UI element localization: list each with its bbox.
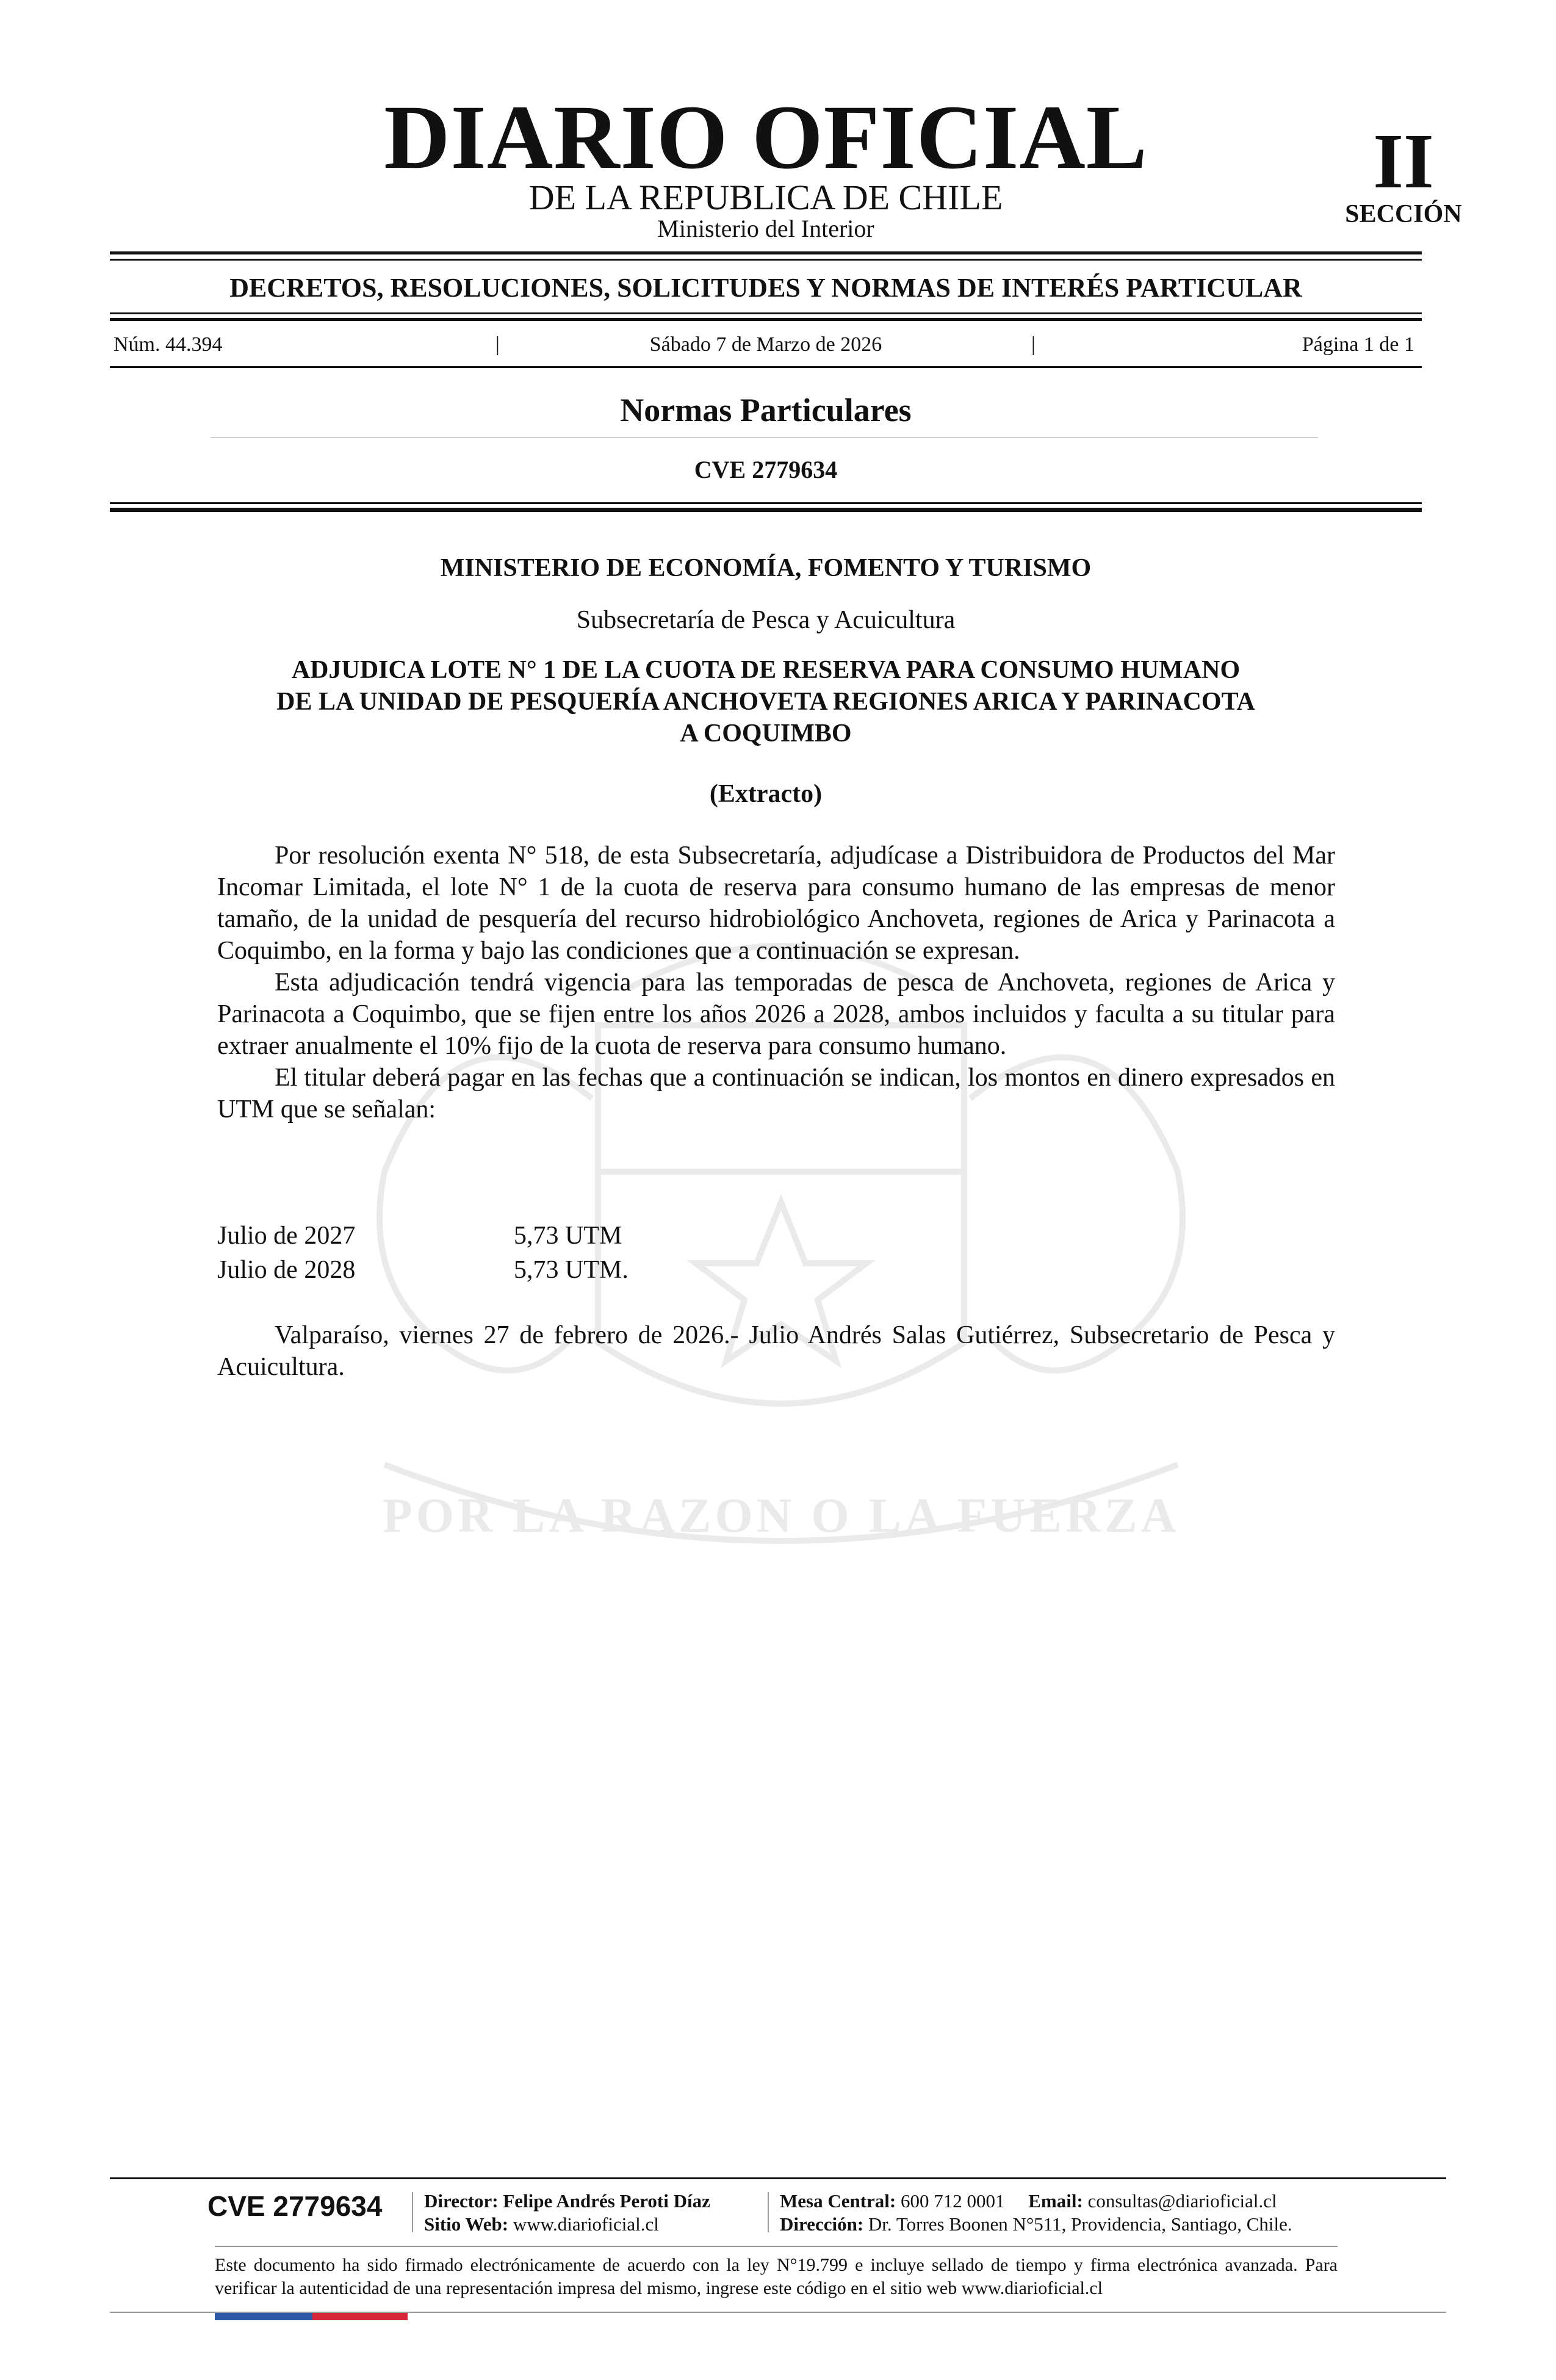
cve-rule-1 bbox=[110, 502, 1422, 504]
footer-director-block bbox=[424, 2190, 710, 2236]
director-label: Director: bbox=[424, 2190, 499, 2212]
subsecretariat: Subsecretaría de Pesca y Acuicultura bbox=[576, 606, 956, 634]
heading-line: A COQUIMBO bbox=[680, 719, 852, 748]
issue-separator: | bbox=[1031, 333, 1036, 356]
footer-address bbox=[780, 2213, 1292, 2236]
mesa-value: 600 712 0001 bbox=[901, 2190, 1005, 2212]
flag-stripe-red bbox=[312, 2313, 408, 2320]
ministry-name: MINISTERIO DE ECONOMÍA, FOMENTO Y TURISMO bbox=[440, 554, 1092, 582]
director-value: Felipe Andrés Peroti Díaz bbox=[503, 2190, 710, 2212]
masthead-rule-2 bbox=[110, 259, 1422, 261]
section-title-rule bbox=[211, 437, 1318, 438]
footer-contact-block bbox=[780, 2190, 1292, 2236]
mesa-label: Mesa Central: bbox=[780, 2190, 896, 2212]
signoff bbox=[217, 1319, 1335, 1383]
section-banner: DECRETOS, RESOLUCIONES, SOLICITUDES Y NORMAS DE INTERÉS PARTICULAR bbox=[229, 273, 1302, 303]
issue-date: Sábado 7 de Marzo de 2026 bbox=[649, 333, 882, 356]
signoff-text: Valparaíso, viernes 27 de febrero de 2026.- Julio Andrés Salas Gutiérrez, Subsecretario de Pesca y Acuicultura. bbox=[217, 1321, 1335, 1381]
payment-date: Julio de 2028 bbox=[217, 1256, 356, 1284]
extracto-label: (Extracto) bbox=[709, 780, 823, 808]
masthead-title: DIARIO OFICIAL bbox=[384, 87, 1148, 188]
flag-stripe-blue bbox=[215, 2313, 312, 2320]
cve-code: CVE 2779634 bbox=[694, 456, 838, 483]
watermark-motto: POR LA RAZON O LA FUERZA bbox=[382, 1489, 1180, 1543]
document-heading bbox=[217, 654, 1315, 749]
footer-director bbox=[424, 2190, 710, 2213]
section-title: Normas Particulares bbox=[620, 392, 912, 428]
footer-cve: CVE 2779634 bbox=[207, 2190, 383, 2222]
issue-number: Núm. 44.394 bbox=[113, 333, 223, 356]
masthead-subtitle: DE LA REPUBLICA DE CHILE bbox=[528, 178, 1003, 217]
banner-rule-2 bbox=[110, 318, 1422, 321]
cve-rule-2 bbox=[110, 508, 1422, 512]
issue-rule bbox=[110, 366, 1422, 368]
address-value: Dr. Torres Boonen N°511, Providencia, Santiago, Chile. bbox=[868, 2213, 1292, 2235]
payment-amount: 5,73 UTM bbox=[514, 1222, 622, 1250]
banner-rule-1 bbox=[110, 312, 1422, 314]
heading-line: ADJUDICA LOTE N° 1 DE LA CUOTA DE RESERVA PARA CONSUMO HUMANO bbox=[291, 656, 1241, 684]
body-paragraph: El titular deberá pagar en las fechas que a continuación se indican, los montos en dinero expresados en UTM que se señalan: bbox=[217, 1064, 1335, 1123]
page-indicator: Página 1 de 1 bbox=[1302, 333, 1414, 356]
footer-website bbox=[424, 2213, 710, 2236]
body-paragraph: Por resolución exenta N° 518, de esta Subsecretaría, adjudícase a Distribuidora de Productos del Mar Incomar Limitada, el lote N° 1 de la cuota de reserva para consumo humano de las empresas de menor tamaño, de la unidad de pesquería del recurso hidrobiológico Anchoveta, regiones de Arica y Parinacota a Coquimbo, en la forma y bajo las condiciones que a continuación se expresan. bbox=[217, 842, 1335, 965]
payment-row bbox=[217, 1219, 629, 1253]
payment-row bbox=[217, 1253, 629, 1287]
payment-amount: 5,73 UTM. bbox=[514, 1256, 629, 1284]
masthead-rule-1 bbox=[110, 251, 1422, 254]
web-label: Sitio Web: bbox=[424, 2213, 509, 2235]
web-link[interactable]: www.diarioficial.cl bbox=[513, 2213, 659, 2235]
document-body bbox=[217, 840, 1335, 1125]
footer-divider bbox=[768, 2192, 769, 2232]
section-number: II bbox=[1373, 118, 1434, 204]
section-label: SECCIÓN bbox=[1345, 200, 1462, 228]
payment-date: Julio de 2027 bbox=[217, 1222, 356, 1250]
masthead-ministry: Ministerio del Interior bbox=[657, 215, 874, 242]
payment-schedule bbox=[217, 1219, 629, 1287]
email-label: Email: bbox=[1028, 2190, 1083, 2212]
issue-separator: | bbox=[495, 333, 500, 356]
address-label: Dirección: bbox=[780, 2213, 864, 2235]
footer-contact bbox=[780, 2190, 1292, 2213]
footer-divider bbox=[412, 2192, 413, 2232]
footer-legal-note: Este documento ha sido firmado electrónicamente de acuerdo con la ley N°19.799 e incluye sellado de tiempo y firma electrónica avanzada. Para verificar la autenticidad de una representación impresa del mismo, ingrese este código en el sitio web www.diarioficial.cl bbox=[215, 2255, 1338, 2298]
footer-rule-top bbox=[110, 2177, 1446, 2179]
email-link[interactable]: consultas@diarioficial.cl bbox=[1087, 2190, 1277, 2212]
body-paragraph: Esta adjudicación tendrá vigencia para las temporadas de pesca de Anchoveta, regiones de Arica y Parinacota a Coquimbo, que se fijen entre los años 2026 a 2028, ambos incluidos y faculta a su titular para extraer anualmente el 10% fijo de la cuota de reserva para consumo humano. bbox=[217, 968, 1335, 1060]
heading-line: DE LA UNIDAD DE PESQUERÍA ANCHOVETA REGIONES ARICA Y PARINACOTA bbox=[276, 688, 1255, 716]
footer-rule-mid bbox=[215, 2246, 1338, 2247]
